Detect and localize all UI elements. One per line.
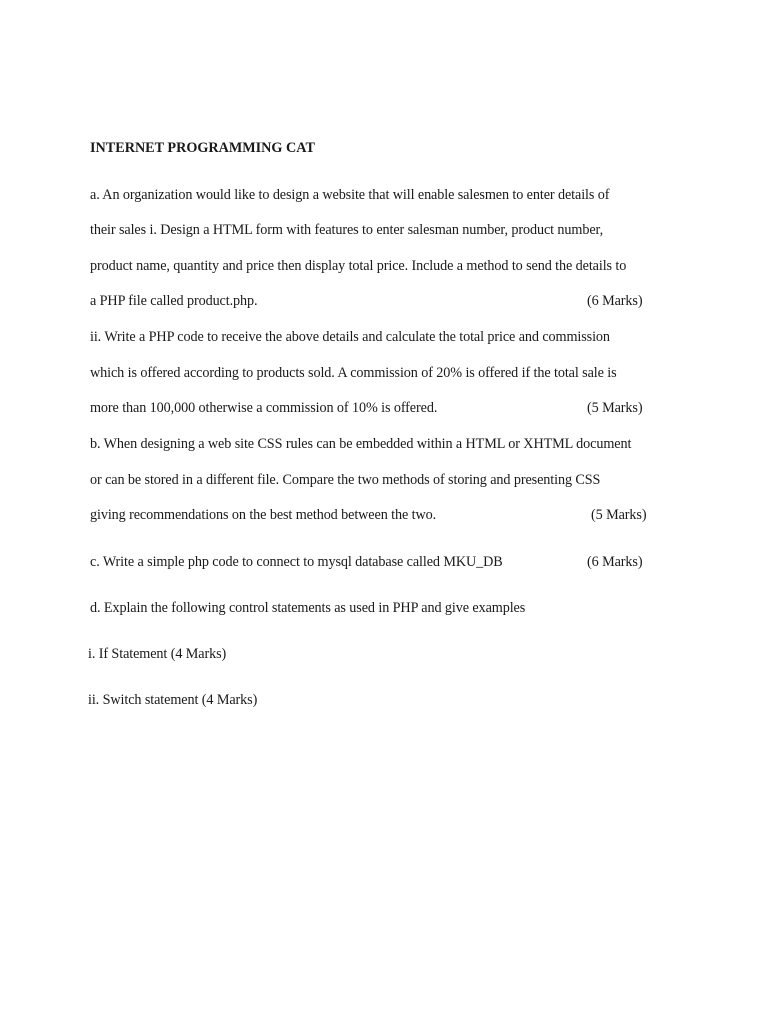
question-d-ii-line: ii. Switch statement (4 Marks) bbox=[88, 692, 258, 708]
question-a-ii-line-1: ii. Write a PHP code to receive the above details and calculate the total price and commission bbox=[90, 329, 610, 345]
question-d-i-line: i. If Statement (4 Marks) bbox=[88, 646, 227, 662]
question-b-line-3: giving recommendations on the best method between the two. bbox=[90, 507, 437, 523]
question-a-line-1: a. An organization would like to design a website that will enable salesmen to enter details of bbox=[90, 187, 610, 203]
question-d-line: d. Explain the following control statements as used in PHP and give examples bbox=[90, 600, 526, 616]
document-title: INTERNET PROGRAMMING CAT bbox=[90, 140, 315, 156]
question-a-line-2: their sales i. Design a HTML form with features to enter salesman number, product number, bbox=[90, 222, 604, 238]
question-a-ii-line-3: more than 100,000 otherwise a commission of 10% is offered. bbox=[90, 400, 438, 416]
question-a-line-3: product name, quantity and price then display total price. Include a method to send the details to bbox=[90, 258, 627, 274]
question-b-line-2: or can be stored in a different file. Compare the two methods of storing and presenting CSS bbox=[90, 472, 601, 488]
question-b-marks: (5 Marks) bbox=[591, 507, 647, 523]
question-a-ii-marks: (5 Marks) bbox=[587, 400, 643, 416]
question-b-line-1: b. When designing a web site CSS rules can be embedded within a HTML or XHTML document bbox=[90, 436, 632, 452]
question-a-marks: (6 Marks) bbox=[587, 293, 643, 309]
question-c-marks: (6 Marks) bbox=[587, 554, 643, 570]
question-a-line-4: a PHP file called product.php. bbox=[90, 293, 258, 309]
question-a-ii-line-2: which is offered according to products sold. A commission of 20% is offered if the total sale is bbox=[90, 365, 617, 381]
question-c-line: c. Write a simple php code to connect to mysql database called MKU_DB bbox=[90, 554, 503, 570]
